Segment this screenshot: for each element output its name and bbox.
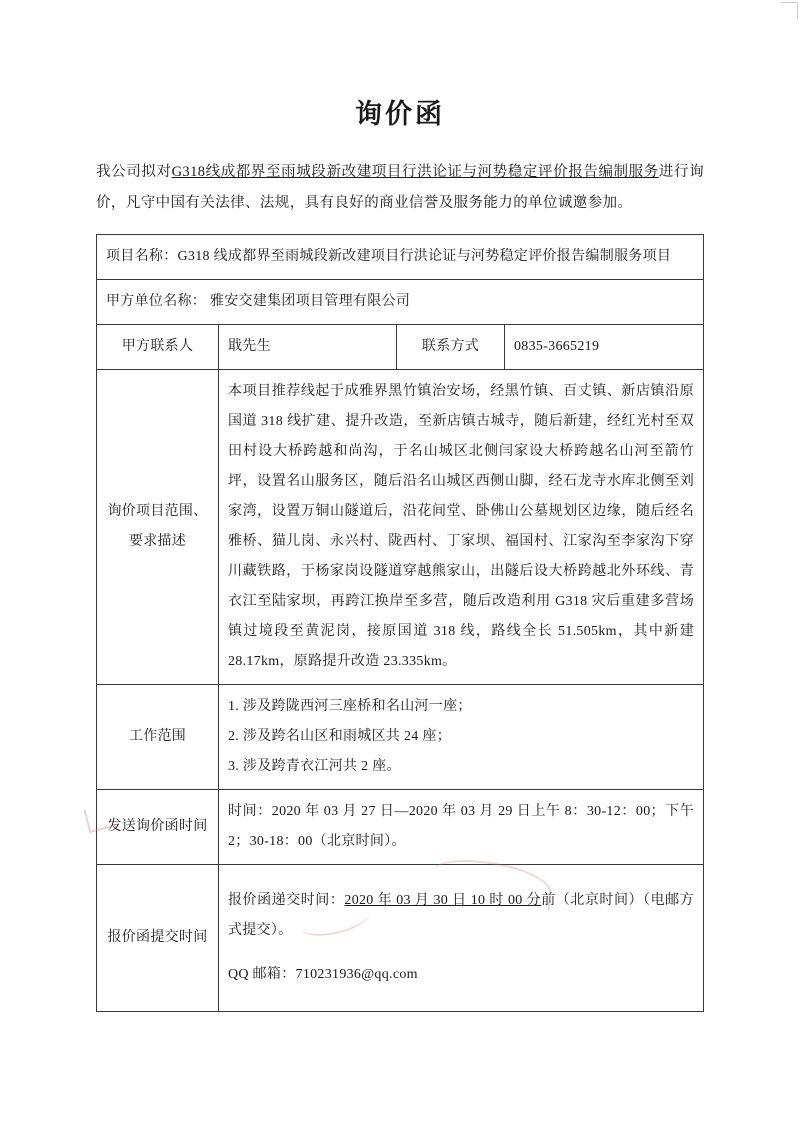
submit-time-line [228,886,694,946]
project-name-cell [97,234,704,279]
party-a-value: 雅安交建集团项目管理有限公司 [209,293,411,309]
party-a-label: 甲方单位名称： [106,293,207,309]
intro-underlined-subject: G318线成都界至雨城段新改建项目行洪论证与河势稳定评价报告编制服务 [171,164,659,180]
contact-value: 戢先生 [219,324,397,369]
party-a-cell [97,279,704,324]
table-row-contact [97,324,704,369]
table-row-send-time [97,789,704,864]
page-corner-mark [781,2,798,19]
page-title: 询价函 [355,99,445,130]
work-scope-item-2: 2. 涉及跨名山区和雨城区共 24 座； [228,728,451,744]
intro-prefix: 我公司拟对 [96,164,172,180]
submit-time-value [219,864,704,1011]
table-row-work-scope [97,684,704,789]
project-name-label: 项目名称： [106,248,178,264]
submit-time-deadline: 2020 年 03 月 30 日 10 时 00 分 [344,892,542,908]
contact-label: 甲方联系人 [97,324,219,369]
scope-description-label: 询价项目范围、要求描述 [97,369,219,684]
work-scope-label: 工作范围 [97,684,219,789]
intro-paragraph [96,157,704,219]
table-row-submit-time [97,864,704,1011]
work-scope-item-3: 3. 涉及跨青衣江河共 2 座。 [228,758,401,774]
project-name-value: G318 线成都界至雨城段新改建项目行洪论证与河势稳定评价报告编制服务项目 [177,248,672,264]
table-row-project-name [97,234,704,279]
phone-value: 0835-3665219 [505,324,704,369]
send-time-label: 发送询价函时间 [97,789,219,864]
inquiry-details-table [96,234,704,1012]
table-row-scope-description [97,369,704,684]
scope-description-value: 本项目推荐线起于成雅界黑竹镇治安场，经黑竹镇、百丈镇、新店镇沿原国道 318 线扩建、提升改造，至新店镇古城寺，随后新建，经红光村至双田村设大桥跨越和尚沟，于名山城区北侧闫家设大桥跨越名山河至箭竹坪，设置名山服务区，随后沿名山城区西侧山脚，经石龙寺水库北侧至刘家湾，设置万铜山隧道后，沿花间堂、卧佛山公墓规划区边缘，随后经名雅桥、猫儿岗、永兴村、陇西村、丁家坝、福国村、江家沟至李家沟下穿川藏铁路，于杨家岗设隧道穿越熊家山，出隧后设大桥跨越北外环线、青衣江至陆家坝，再跨江换岸至多营，随后改造利用 G318 灾后重建多营场镇过境段至黄泥岗，接原国道 318 线，路线全长 51.505km，其中新建 28.17km，原路提升改造 23.335km。 [219,369,704,684]
work-scope-item-1: 1. 涉及跨陇西河三座桥和名山河一座； [228,698,472,714]
submit-email-line: QQ 邮箱：710231936@qq.com [228,966,418,982]
work-scope-value [219,684,704,789]
phone-label: 联系方式 [397,324,505,369]
table-row-party-a [97,279,704,324]
submit-time-prefix: 报价函递交时间： [228,892,345,908]
send-time-value: 时间：2020 年 03 月 27 日—2020 年 03 月 29 日上午 8：30-12：00；下午 2；30-18：00（北京时间）。 [219,789,704,864]
submit-time-label: 报价函提交时间 [97,864,219,1011]
submit-time-suffix: 前（北京时间）（电邮方式提交）。 [228,892,694,938]
intro-suffix: 进行询价，凡守中国有关法律、法规，具有良好的商业信誉及服务能力的单位诚邀参加。 [96,164,705,211]
